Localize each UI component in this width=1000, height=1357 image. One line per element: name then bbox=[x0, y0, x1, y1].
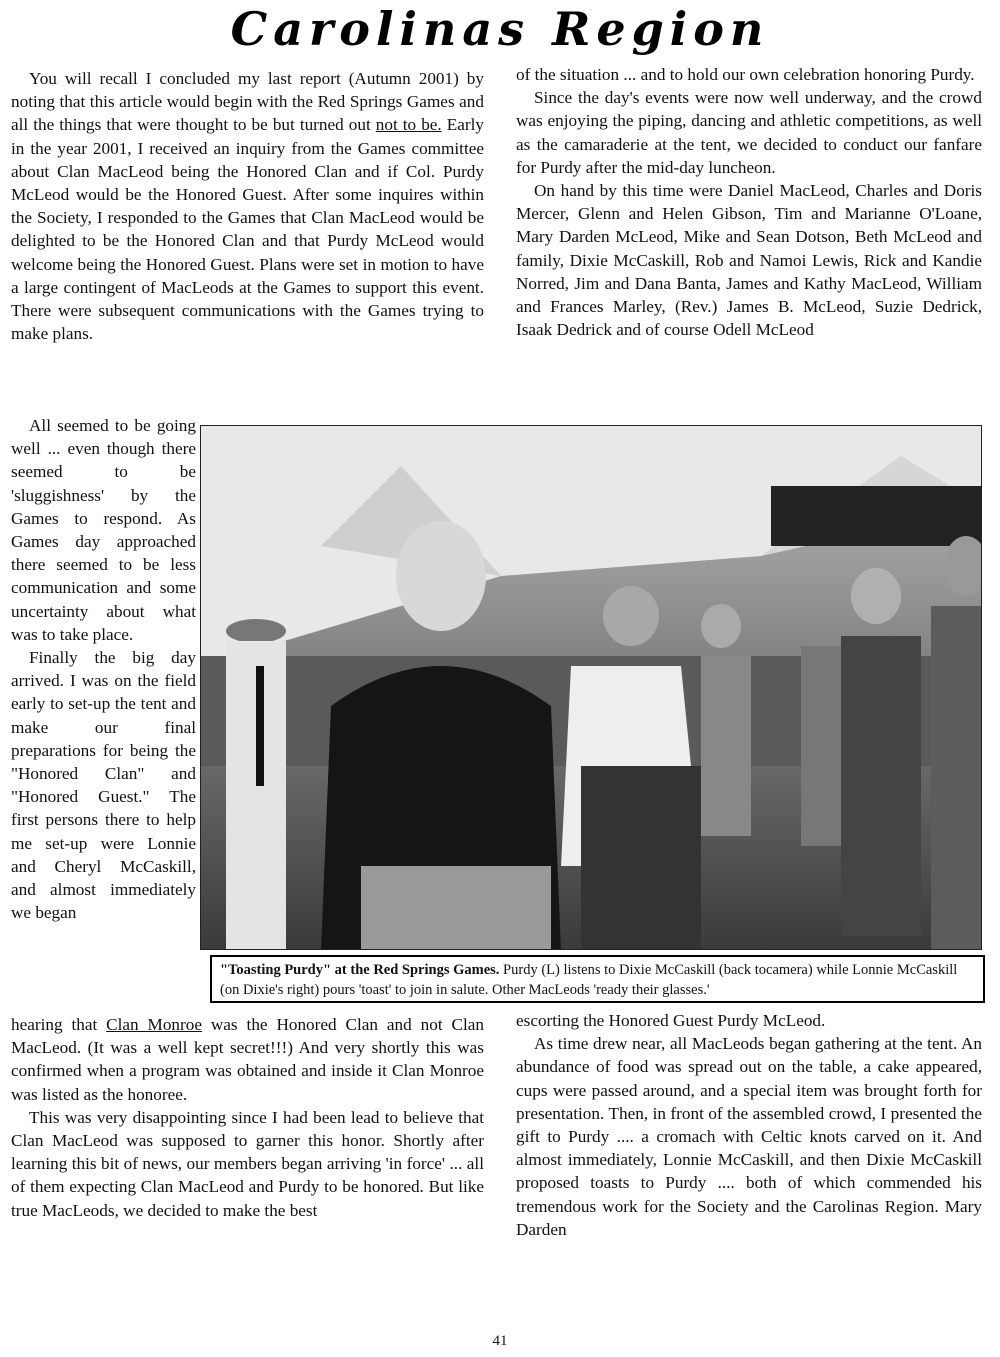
paragraph: All seemed to be going well ... even though there seemed to be 'sluggishness' by the Games to respond. As Games day approached there seemed to be less communication and some uncertainty about what was to take place. bbox=[11, 416, 196, 644]
page-number: 41 bbox=[492, 1333, 508, 1349]
paragraph: This was very disappointing since I had been lead to believe that Clan MacLeod was supposed to garner this honor. Shortly after learning this bit of news, our members began arriving 'in force' ... all of them expecting Clan MacLeod and Purdy to be honored. But like true MacLeods, we decided to make the best bbox=[11, 1107, 484, 1220]
paragraph: On hand by this time were Daniel MacLeod, Charles and Doris Mercer, Glenn and Helen Gibson, Tim and Marianne O'Loane, Mary Darden McLeod, Mike and Sean Dotson, Beth McLeod and family, Dixie McCaskill, Rob and Namoi Lewis, Rick and Kandie Norred, Jim and Dana Banta, James and Kathy MacLeod, William and Frances Marley, (Rev.) James B. McLeod, Suzie Dedrick, Isaak Dedrick and of course Odell McLeod bbox=[516, 181, 982, 340]
text: Early in the year 2001, I received an inquiry from the Games committee about Clan MacLeod being the Honored Clan and if Col. Purdy McLeod would be the Honored Guest. After some inquires within the Society, I responded to the Games that Clan MacLeod would be delighted to be the Honored Clan and that Purdy McLeod would welcome being the Honored Guest. Plans were set in motion to have a large contingent of MacLeods at the Games to support this event. There were subsequent communications with the Games trying to make plans. bbox=[11, 115, 484, 344]
caption-title: "Toasting Purdy" at the Red Springs Games. bbox=[220, 962, 500, 978]
right-column-bottom bbox=[516, 1009, 982, 1241]
paragraph bbox=[11, 67, 484, 345]
paragraph: Since the day's events were now well underway, and the crowd was enjoying the piping, dancing and athletic competitions, as well as the camaraderie at the tent, we decided to conduct our fanfare for Purdy after the mid-day luncheon. bbox=[516, 88, 982, 177]
left-column-top bbox=[11, 67, 484, 345]
text: You will recall I concluded my last report (Autumn 2001) by noting that this article would begin with the Red Springs Games and all the things that were thought to be but turned out bbox=[11, 69, 484, 135]
photo-toasting-purdy bbox=[200, 425, 982, 950]
left-column-bottom bbox=[11, 1013, 484, 1222]
underlined-text: Clan Monroe bbox=[106, 1015, 202, 1034]
right-column-top bbox=[516, 63, 982, 341]
caption-text: Purdy (L) listens to Dixie McCaskill (back tocamera) while Lonnie McCaskill (on Dixie's right) pours 'toast' to join in salute. Other MacLeods 'ready their glasses.' bbox=[220, 962, 958, 998]
text: was the Honored Clan and not Clan MacLeod. (It was a well kept secret!!!) And very shortly this was confirmed when a program was obtained and inside it Clan Monroe was listed as the honoree. bbox=[11, 1015, 484, 1104]
page-title: Carolinas Region bbox=[230, 2, 770, 56]
paragraph bbox=[11, 1013, 484, 1106]
paragraph: of the situation ... and to hold our own celebration honoring Purdy. bbox=[516, 65, 975, 84]
paragraph: escorting the Honored Guest Purdy McLeod. bbox=[516, 1011, 826, 1030]
text: hearing that bbox=[11, 1015, 107, 1034]
photo-illustration bbox=[201, 426, 982, 950]
paragraph: Finally the big day arrived. I was on the field early to set-up the tent and make our final preparations for being the "Honored Clan" and "Honored Guest." The first persons there to help me set-up were Lonnie and Cheryl McCaskill, and almost immediately we began bbox=[11, 648, 196, 923]
photo-caption bbox=[210, 955, 985, 1003]
paragraph: As time drew near, all MacLeods began gathering at the tent. An abundance of food was spread out on the table, a cake appeared, cups were passed around, and a special item was brought forth for presentation. Then, in front of the assembled crowd, I presented the gift to Purdy .... a cromach with Celtic knots carved on it. And almost immediately, Lonnie McCaskill, and then Dixie McCaskill proposed toasts to Purdy .... both of which commended his tremendous work for the Society and the Carolinas Region. Mary Darden bbox=[516, 1034, 982, 1239]
left-narrow-column bbox=[11, 414, 196, 924]
underlined-text: not to be. bbox=[375, 115, 442, 135]
